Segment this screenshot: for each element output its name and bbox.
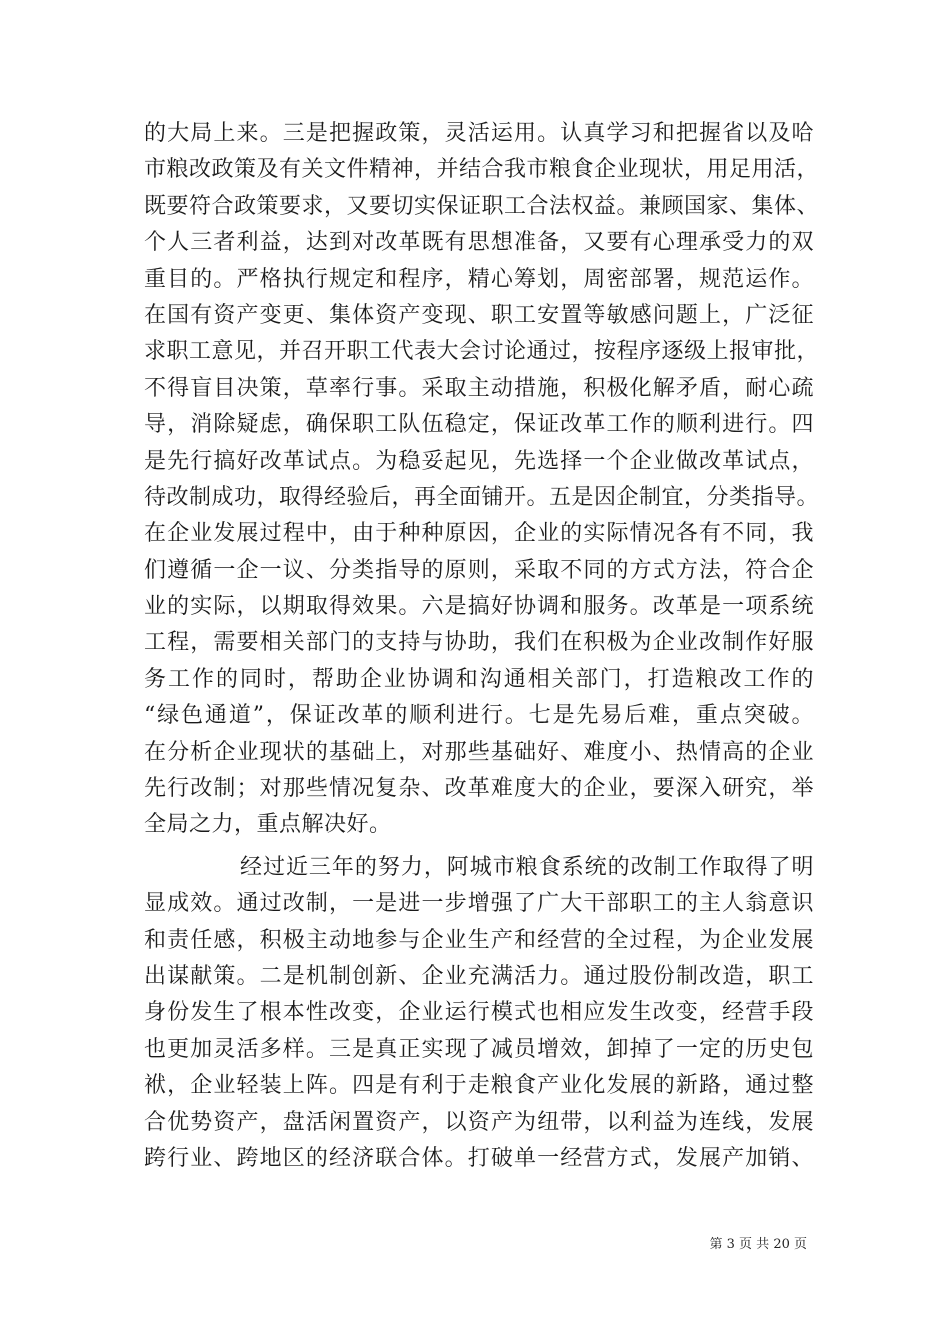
text-line: 的大局上来。三是把握政策，灵活运用。认真学习和把握省以及哈	[144, 121, 814, 146]
text-line: 在企业发展过程中，由于种种原因，企业的实际情况各有不同，我	[144, 521, 814, 547]
paragraph-1	[144, 116, 820, 844]
text-line: 袱，企业轻装上阵。四是有利于走粮食产业化发展的新路，通过整	[144, 1073, 814, 1099]
text-line: 出谋献策。二是机制创新、企业充满活力。通过股份制改造，职工	[144, 963, 814, 989]
text-line: 全局之力，重点解决好。	[144, 812, 392, 838]
text-line: 导，消除疑虑，确保职工队伍稳定，保证改革工作的顺利进行。四	[144, 412, 814, 438]
text-line: 身份发生了根本性改变，企业运行模式也相应发生改变，经营手段	[144, 1000, 814, 1026]
text-line: 跨行业、跨地区的经济联合体。打破单一经营方式，发展产加销、	[144, 1145, 814, 1171]
text-line: 求职工意见，并召开职工代表大会讨论通过，按程序逐级上报审批，	[144, 339, 820, 365]
text-line: 市粮改政策及有关文件精神，并结合我市粮食企业现状，用足用活，	[144, 157, 820, 183]
text-line: 待改制成功，取得经验后，再全面铺开。五是因企制宜，分类指导。	[144, 484, 820, 510]
text-line: 和责任感，积极主动地参与企业生产和经营的全过程，为企业发展	[144, 927, 814, 953]
paragraph-2	[144, 850, 814, 1178]
text-line: 在分析企业现状的基础上，对那些基础好、难度小、热情高的企业	[144, 739, 814, 765]
text-line: 工程，需要相关部门的支持与协助，我们在积极为企业改制作好服	[144, 630, 814, 656]
text-line: 先行改制；对那些情况复杂、改革难度大的企业，要深入研究，举	[144, 776, 814, 802]
text-line: 也更加灵活多样。三是真正实现了减员增效，卸掉了一定的历史包	[144, 1036, 814, 1062]
text-line: 业的实际，以期取得效果。六是搞好协调和服务。改革是一项系统	[144, 594, 814, 620]
text-line: “绿色通道”，保证改革的顺利进行。七是先易后难，重点突破。	[144, 703, 814, 729]
body-text	[144, 116, 820, 1177]
text-line: 重目的。严格执行规定和程序，精心筹划，周密部署，规范运作。	[144, 266, 814, 292]
text-line: 是先行搞好改革试点。为稳妥起见，先选择一个企业做改革试点，	[144, 448, 814, 474]
text-line: 们遵循一企一议、分类指导的原则，采取不同的方式方法，符合企	[144, 557, 814, 583]
text-line: 不得盲目决策，草率行事。采取主动措施，积极化解矛盾，耐心疏	[144, 375, 814, 401]
text-line: 个人三者利益，达到对改革既有思想准备，又要有心理承受力的双	[144, 230, 814, 256]
text-line: 显成效。通过改制，一是进一步增强了广大干部职工的主人翁意识	[144, 891, 814, 917]
text-line: 既要符合政策要求，又要切实保证职工合法权益。兼顾国家、集体、	[144, 193, 820, 219]
text-line: 务工作的同时，帮助企业协调和沟通相关部门，打造粮改工作的	[144, 666, 814, 692]
page-number: 第 3 页 共 20 页	[709, 1237, 807, 1252]
text-line: 经过近三年的努力，阿城市粮食系统的改制工作取得了明	[240, 854, 814, 880]
text-line: 在国有资产变更、集体资产变现、职工安置等敏感问题上，广泛征	[144, 302, 814, 328]
text-line: 合优势资产，盘活闲置资产，以资产为纽带，以利益为连线，发展	[144, 1109, 814, 1135]
